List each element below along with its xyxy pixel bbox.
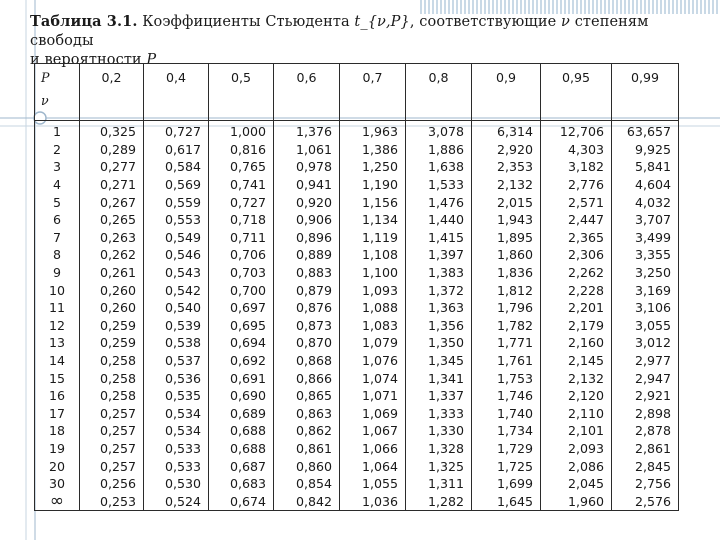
coefficient-cell: 3,078	[406, 121, 472, 141]
coefficient-cell: 0,876	[274, 299, 340, 317]
coefficient-cell: 0,257	[80, 457, 144, 475]
coefficient-cell: 0,617	[144, 141, 209, 159]
coefficient-cell: 9,925	[612, 141, 679, 159]
table-row	[35, 387, 679, 405]
coefficient-cell: 2,145	[541, 352, 612, 370]
coefficient-cell: 1,476	[406, 193, 472, 211]
coefficient-cell: 1,328	[406, 440, 472, 458]
row-degrees-of-freedom: 9	[35, 264, 80, 282]
coefficient-cell: 0,262	[80, 246, 144, 264]
coefficient-cell: 2,947	[612, 369, 679, 387]
coefficient-cell: 1,067	[340, 422, 406, 440]
coefficient-cell: 1,108	[340, 246, 406, 264]
coefficient-cell: 1,064	[340, 457, 406, 475]
coefficient-cell: 1,397	[406, 246, 472, 264]
coefficient-cell: 0,861	[274, 440, 340, 458]
coefficient-cell: 5,841	[612, 158, 679, 176]
coefficient-cell: 0,691	[209, 369, 274, 387]
coefficient-cell: 1,156	[340, 193, 406, 211]
coefficient-cell: 1,350	[406, 334, 472, 352]
row-degrees-of-freedom: 3	[35, 158, 80, 176]
coefficient-cell: 1,740	[472, 405, 541, 423]
coefficient-cell: 1,325	[406, 457, 472, 475]
coefficient-cell: 0,553	[144, 211, 209, 229]
coefficient-cell: 0,816	[209, 141, 274, 159]
coefficient-cell: 2,228	[541, 281, 612, 299]
coefficient-cell: 2,306	[541, 246, 612, 264]
table-row	[35, 492, 679, 510]
coefficient-cell: 3,499	[612, 229, 679, 247]
column-header-p: 0,5	[209, 64, 274, 121]
coefficient-cell: 0,706	[209, 246, 274, 264]
coefficient-cell: 0,584	[144, 158, 209, 176]
table-row	[35, 158, 679, 176]
coefficient-cell: 1,699	[472, 475, 541, 493]
coefficient-cell: 0,674	[209, 492, 274, 510]
coefficient-cell: 1,746	[472, 387, 541, 405]
coefficient-cell: 2,353	[472, 158, 541, 176]
coefficient-cell: 1,963	[340, 121, 406, 141]
row-degrees-of-freedom: 16	[35, 387, 80, 405]
table-row	[35, 299, 679, 317]
coefficient-cell: 2,861	[612, 440, 679, 458]
coefficient-cell: 1,345	[406, 352, 472, 370]
coefficient-cell: 0,534	[144, 422, 209, 440]
coefficient-cell: 0,530	[144, 475, 209, 493]
coefficient-cell: 0,569	[144, 176, 209, 194]
coefficient-cell: 0,261	[80, 264, 144, 282]
coefficient-cell: 1,071	[340, 387, 406, 405]
column-header-p: 0,99	[612, 64, 679, 121]
coefficient-cell: 1,341	[406, 369, 472, 387]
coefficient-cell: 0,688	[209, 422, 274, 440]
coefficient-cell: 0,258	[80, 352, 144, 370]
coefficient-cell: 1,372	[406, 281, 472, 299]
coefficient-cell: 0,257	[80, 440, 144, 458]
coefficient-cell: 0,537	[144, 352, 209, 370]
coefficient-cell: 0,727	[144, 121, 209, 141]
table-row	[35, 264, 679, 282]
row-degrees-of-freedom: 5	[35, 193, 80, 211]
table-row	[35, 352, 679, 370]
table-row	[35, 246, 679, 264]
coefficient-cell: 0,692	[209, 352, 274, 370]
coefficient-cell: 0,697	[209, 299, 274, 317]
coefficient-cell: 1,134	[340, 211, 406, 229]
table-row	[35, 440, 679, 458]
coefficient-cell: 1,093	[340, 281, 406, 299]
coefficient-cell: 0,683	[209, 475, 274, 493]
coefficient-cell: 0,842	[274, 492, 340, 510]
coefficient-cell: 1,100	[340, 264, 406, 282]
table-row	[35, 211, 679, 229]
row-degrees-of-freedom: 12	[35, 317, 80, 335]
coefficient-cell: 2,571	[541, 193, 612, 211]
coefficient-cell: 0,325	[80, 121, 144, 141]
coefficient-cell: 0,543	[144, 264, 209, 282]
table-corner-cell	[35, 64, 80, 121]
coefficient-cell: 1,036	[340, 492, 406, 510]
coefficient-cell: 0,265	[80, 211, 144, 229]
coefficient-cell: 1,753	[472, 369, 541, 387]
caption-nu-symbol: ν	[561, 14, 570, 30]
coefficient-cell: 0,540	[144, 299, 209, 317]
coefficient-cell: 2,045	[541, 475, 612, 493]
coefficient-cell: 0,689	[209, 405, 274, 423]
coefficient-cell: 0,524	[144, 492, 209, 510]
coefficient-cell: 1,943	[472, 211, 541, 229]
coefficient-cell: 0,542	[144, 281, 209, 299]
caption-text-middle: , соответствующие	[409, 14, 557, 30]
coefficient-cell: 1,725	[472, 457, 541, 475]
coefficient-cell: 1,645	[472, 492, 541, 510]
column-header-p: 0,6	[274, 64, 340, 121]
row-degrees-of-freedom: 11	[35, 299, 80, 317]
coefficient-cell: 3,169	[612, 281, 679, 299]
coefficient-cell: 0,854	[274, 475, 340, 493]
coefficient-cell: 2,576	[612, 492, 679, 510]
coefficient-cell: 2,447	[541, 211, 612, 229]
coefficient-cell: 0,711	[209, 229, 274, 247]
table-body	[35, 121, 679, 511]
coefficient-cell: 1,729	[472, 440, 541, 458]
coefficient-cell: 2,921	[612, 387, 679, 405]
table-row	[35, 422, 679, 440]
coefficient-cell: 0,533	[144, 457, 209, 475]
coefficient-cell: 1,079	[340, 334, 406, 352]
coefficient-cell: 1,000	[209, 121, 274, 141]
coefficient-cell: 2,920	[472, 141, 541, 159]
coefficient-cell: 0,688	[209, 440, 274, 458]
coefficient-cell: 4,604	[612, 176, 679, 194]
column-header-p: 0,8	[406, 64, 472, 121]
coefficient-cell: 1,812	[472, 281, 541, 299]
coefficient-cell: 1,083	[340, 317, 406, 335]
coefficient-cell: 1,055	[340, 475, 406, 493]
table-row	[35, 193, 679, 211]
coefficient-cell: 1,886	[406, 141, 472, 159]
coefficient-cell: 0,539	[144, 317, 209, 335]
coefficient-cell: 1,333	[406, 405, 472, 423]
table-row	[35, 121, 679, 141]
caption-label: Таблица 3.1.	[30, 13, 138, 30]
caption-line2: и вероятности	[30, 52, 142, 68]
coefficient-cell: 3,106	[612, 299, 679, 317]
coefficient-cell: 1,356	[406, 317, 472, 335]
table-caption	[30, 12, 710, 70]
coefficient-cell: 1,311	[406, 475, 472, 493]
coefficient-cell: 0,257	[80, 422, 144, 440]
coefficient-cell: 4,303	[541, 141, 612, 159]
coefficient-cell: 0,538	[144, 334, 209, 352]
coefficient-cell: 0,277	[80, 158, 144, 176]
table-row	[35, 475, 679, 493]
coefficient-cell: 0,258	[80, 369, 144, 387]
coefficient-cell: 1,533	[406, 176, 472, 194]
row-degrees-of-freedom: 6	[35, 211, 80, 229]
coefficient-cell: 0,690	[209, 387, 274, 405]
coefficient-cell: 0,865	[274, 387, 340, 405]
coefficient-cell: 63,657	[612, 121, 679, 141]
coefficient-cell: 6,314	[472, 121, 541, 141]
coefficient-cell: 2,201	[541, 299, 612, 317]
coefficient-cell: 0,533	[144, 440, 209, 458]
coefficient-cell: 2,845	[612, 457, 679, 475]
coefficient-cell: 0,260	[80, 299, 144, 317]
caption-text-after: степеням свободы	[30, 14, 649, 49]
coefficient-cell: 1,363	[406, 299, 472, 317]
column-header-p: 0,7	[340, 64, 406, 121]
coefficient-cell: 1,330	[406, 422, 472, 440]
coefficient-cell: 2,365	[541, 229, 612, 247]
coefficient-cell: 0,687	[209, 457, 274, 475]
coefficient-cell: 1,782	[472, 317, 541, 335]
coefficient-cell: 0,536	[144, 369, 209, 387]
coefficient-cell: 2,015	[472, 193, 541, 211]
row-degrees-of-freedom: ∞	[35, 492, 80, 510]
coefficient-cell: 1,771	[472, 334, 541, 352]
coefficient-cell: 1,076	[340, 352, 406, 370]
coefficient-cell: 3,182	[541, 158, 612, 176]
coefficient-cell: 1,376	[274, 121, 340, 141]
coefficient-cell: 0,289	[80, 141, 144, 159]
coefficient-cell: 0,741	[209, 176, 274, 194]
coefficient-cell: 1,069	[340, 405, 406, 423]
coefficient-cell: 0,256	[80, 475, 144, 493]
coefficient-cell: 2,898	[612, 405, 679, 423]
coefficient-cell: 1,386	[340, 141, 406, 159]
table-row	[35, 176, 679, 194]
coefficient-cell: 2,086	[541, 457, 612, 475]
coefficient-cell: 1,088	[340, 299, 406, 317]
coefficient-cell: 0,694	[209, 334, 274, 352]
table-header-row	[35, 64, 679, 121]
coefficient-cell: 0,259	[80, 334, 144, 352]
coefficient-cell: 1,415	[406, 229, 472, 247]
coefficient-cell: 1,761	[472, 352, 541, 370]
coefficient-cell: 1,337	[406, 387, 472, 405]
caption-p-symbol: P	[146, 52, 157, 68]
coefficient-cell: 1,895	[472, 229, 541, 247]
coefficient-cell: 1,282	[406, 492, 472, 510]
corner-p-label: P	[41, 70, 50, 85]
student-coefficients-table	[34, 63, 679, 511]
table-row	[35, 457, 679, 475]
coefficient-cell: 0,883	[274, 264, 340, 282]
coefficient-cell: 0,862	[274, 422, 340, 440]
coefficient-cell: 2,262	[541, 264, 612, 282]
coefficient-cell: 0,920	[274, 193, 340, 211]
coefficient-cell: 0,257	[80, 405, 144, 423]
coefficient-cell: 0,253	[80, 492, 144, 510]
coefficient-cell: 0,906	[274, 211, 340, 229]
coefficient-cell: 0,863	[274, 405, 340, 423]
coefficient-cell: 3,355	[612, 246, 679, 264]
coefficient-cell: 0,889	[274, 246, 340, 264]
coefficient-cell: 0,263	[80, 229, 144, 247]
coefficient-cell: 0,695	[209, 317, 274, 335]
coefficient-cell: 0,271	[80, 176, 144, 194]
coefficient-cell: 0,260	[80, 281, 144, 299]
coefficient-cell: 2,101	[541, 422, 612, 440]
coefficient-cell: 3,707	[612, 211, 679, 229]
coefficient-cell: 3,012	[612, 334, 679, 352]
coefficient-cell: 3,250	[612, 264, 679, 282]
table-row	[35, 369, 679, 387]
coefficient-cell: 0,860	[274, 457, 340, 475]
coefficient-cell: 2,977	[612, 352, 679, 370]
coefficient-cell: 2,110	[541, 405, 612, 423]
coefficient-cell: 1,061	[274, 141, 340, 159]
coefficient-cell: 0,879	[274, 281, 340, 299]
coefficient-cell: 0,765	[209, 158, 274, 176]
coefficient-cell: 2,132	[472, 176, 541, 194]
row-degrees-of-freedom: 15	[35, 369, 80, 387]
coefficient-cell: 0,727	[209, 193, 274, 211]
coefficient-cell: 1,440	[406, 211, 472, 229]
coefficient-cell: 2,878	[612, 422, 679, 440]
coefficient-cell: 2,756	[612, 475, 679, 493]
coefficient-cell: 1,119	[340, 229, 406, 247]
coefficient-cell: 0,267	[80, 193, 144, 211]
column-header-p: 0,4	[144, 64, 209, 121]
row-degrees-of-freedom: 10	[35, 281, 80, 299]
coefficient-cell: 1,066	[340, 440, 406, 458]
coefficient-cell: 0,866	[274, 369, 340, 387]
row-degrees-of-freedom: 18	[35, 422, 80, 440]
row-degrees-of-freedom: 19	[35, 440, 80, 458]
caption-symbol: t_{ν,P}	[354, 14, 410, 30]
coefficient-cell: 0,896	[274, 229, 340, 247]
coefficient-cell: 0,534	[144, 405, 209, 423]
column-header-p: 0,9	[472, 64, 541, 121]
row-degrees-of-freedom: 1	[35, 121, 80, 141]
column-header-p: 0,2	[80, 64, 144, 121]
coefficient-cell: 0,700	[209, 281, 274, 299]
coefficient-cell: 3,055	[612, 317, 679, 335]
table-row	[35, 141, 679, 159]
coefficient-cell: 1,860	[472, 246, 541, 264]
row-degrees-of-freedom: 13	[35, 334, 80, 352]
row-degrees-of-freedom: 30	[35, 475, 80, 493]
coefficient-cell: 0,559	[144, 193, 209, 211]
coefficient-cell: 0,873	[274, 317, 340, 335]
coefficient-cell: 0,718	[209, 211, 274, 229]
row-degrees-of-freedom: 7	[35, 229, 80, 247]
coefficient-cell: 1,074	[340, 369, 406, 387]
coefficient-cell: 1,836	[472, 264, 541, 282]
coefficient-cell: 1,190	[340, 176, 406, 194]
row-degrees-of-freedom: 17	[35, 405, 80, 423]
table-row	[35, 317, 679, 335]
coefficient-cell: 0,259	[80, 317, 144, 335]
coefficient-cell: 2,120	[541, 387, 612, 405]
coefficient-cell: 1,734	[472, 422, 541, 440]
coefficient-cell: 0,870	[274, 334, 340, 352]
table-row	[35, 229, 679, 247]
caption-text-before: Коэффициенты Стьюдента	[142, 14, 350, 30]
coefficient-cell: 0,941	[274, 176, 340, 194]
coefficient-cell: 1,250	[340, 158, 406, 176]
coefficient-cell: 2,179	[541, 317, 612, 335]
row-degrees-of-freedom: 8	[35, 246, 80, 264]
table-row	[35, 281, 679, 299]
table-row	[35, 405, 679, 423]
corner-nu-label: ν	[41, 93, 49, 108]
row-degrees-of-freedom: 20	[35, 457, 80, 475]
coefficient-cell: 2,160	[541, 334, 612, 352]
coefficient-cell: 2,776	[541, 176, 612, 194]
coefficient-cell: 2,132	[541, 369, 612, 387]
coefficient-cell: 1,638	[406, 158, 472, 176]
coefficient-cell: 0,978	[274, 158, 340, 176]
coefficient-cell: 0,549	[144, 229, 209, 247]
coefficient-cell: 0,703	[209, 264, 274, 282]
row-degrees-of-freedom: 14	[35, 352, 80, 370]
coefficient-cell: 4,032	[612, 193, 679, 211]
column-header-p: 0,95	[541, 64, 612, 121]
coefficient-cell: 2,093	[541, 440, 612, 458]
coefficient-cell: 0,258	[80, 387, 144, 405]
row-degrees-of-freedom: 2	[35, 141, 80, 159]
coefficient-cell: 1,960	[541, 492, 612, 510]
coefficient-cell: 1,383	[406, 264, 472, 282]
coefficient-cell: 0,868	[274, 352, 340, 370]
coefficient-cell: 0,546	[144, 246, 209, 264]
coefficient-cell: 12,706	[541, 121, 612, 141]
row-degrees-of-freedom: 4	[35, 176, 80, 194]
coefficient-cell: 1,796	[472, 299, 541, 317]
table-row	[35, 334, 679, 352]
coefficient-cell: 0,535	[144, 387, 209, 405]
